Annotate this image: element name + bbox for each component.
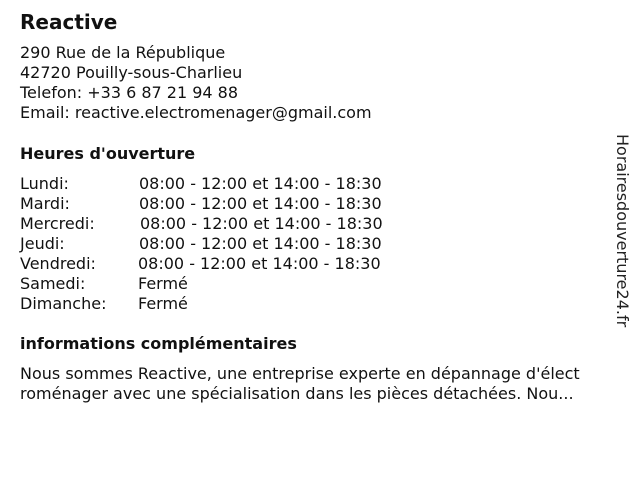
info-line-1: Nous sommes Reactive, une entreprise experte en dépannage d'élect (20, 364, 580, 383)
day-label: Mardi: (20, 194, 70, 213)
email-line[interactable]: Email: reactive.electromenager@gmail.com (20, 103, 372, 122)
day-hours: 08:00 - 12:00 et 14:00 - 18:30 (138, 254, 381, 273)
day-hours: 08:00 - 12:00 et 14:00 - 18:30 (139, 234, 382, 253)
address-line-2: 42720 Pouilly-sous-Charlieu (20, 63, 243, 82)
day-label: Dimanche: (20, 294, 107, 313)
day-hours: 08:00 - 12:00 et 14:00 - 18:30 (139, 174, 382, 193)
address-line-1: 290 Rue de la République (20, 43, 226, 62)
day-label: Mercredi: (20, 214, 95, 233)
info-description (20, 364, 630, 404)
day-hours: 08:00 - 12:00 et 14:00 - 18:30 (140, 214, 383, 233)
business-name: Reactive (20, 10, 118, 34)
info-line-2: roménager avec une spécialisation dans les pièces détachées. Nou... (20, 384, 574, 403)
day-hours: Fermé (138, 294, 188, 313)
site-watermark: Horairesdouverture24.fr (613, 134, 632, 328)
day-hours: Fermé (138, 274, 188, 293)
day-label: Lundi: (20, 174, 69, 193)
hours-heading: Heures d'ouverture (20, 144, 196, 163)
phone-line[interactable]: Telefon: +33 6 87 21 94 88 (20, 83, 239, 102)
day-label: Samedi: (20, 274, 86, 293)
contact-block (20, 43, 372, 123)
day-label: Vendredi: (20, 254, 96, 273)
day-hours: 08:00 - 12:00 et 14:00 - 18:30 (139, 194, 382, 213)
day-label: Jeudi: (20, 234, 65, 253)
info-heading: informations complémentaires (20, 334, 297, 353)
